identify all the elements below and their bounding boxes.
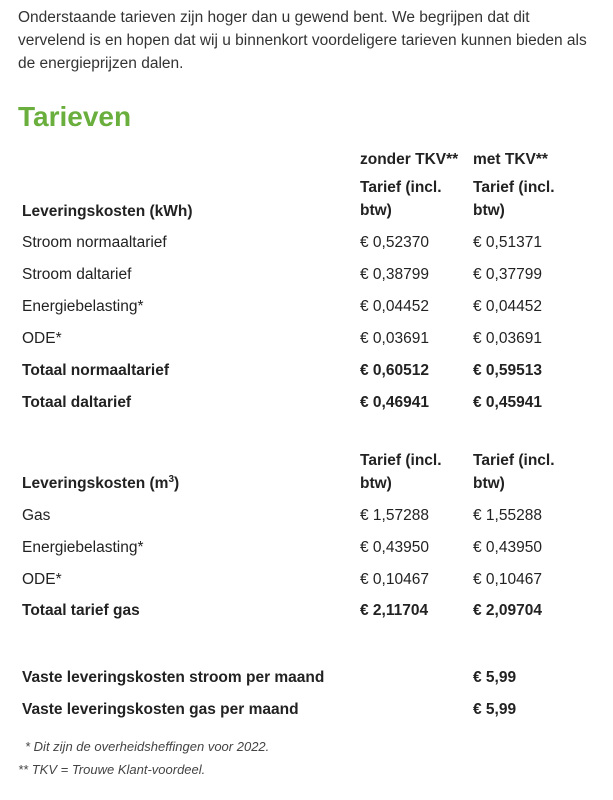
table-cell-without-tkv-total: € 0,60512 bbox=[360, 362, 429, 379]
table-row-label-total: Totaal tarief gas bbox=[22, 602, 140, 619]
fixed-cost-label: Vaste leveringskosten gas per maand bbox=[22, 701, 299, 718]
table-cell-without-tkv: € 0,03691 bbox=[360, 330, 429, 347]
table-row-label: Gas bbox=[22, 507, 51, 524]
table-row-label: Energiebelasting* bbox=[22, 298, 144, 315]
tariff-label-without-tkv: Tarief (incl. btw) bbox=[360, 179, 442, 219]
table-cell-without-tkv: € 0,38799 bbox=[360, 266, 429, 283]
column-header-with-tkv: met TKV** bbox=[473, 151, 548, 168]
table-row-label: Energiebelasting* bbox=[22, 539, 144, 556]
table-row-label-total: Totaal daltarief bbox=[22, 394, 132, 411]
table-cell-with-tkv: € 0,37799 bbox=[473, 266, 542, 283]
fixed-cost-value: € 5,99 bbox=[473, 669, 517, 686]
table-row-label: Stroom daltarief bbox=[22, 266, 132, 283]
column-header-without-tkv: zonder TKV** bbox=[360, 151, 459, 168]
table-cell-with-tkv: € 0,51371 bbox=[473, 234, 542, 251]
fixed-cost-value: € 5,99 bbox=[473, 701, 517, 718]
gas-heading-text: Leveringskosten (m bbox=[22, 475, 169, 492]
table-row-label: ODE* bbox=[22, 571, 62, 588]
table-row-label: ODE* bbox=[22, 330, 62, 347]
table-cell-with-tkv-total: € 2,09704 bbox=[473, 602, 542, 619]
electricity-section-heading: Leveringskosten (kWh) bbox=[22, 203, 193, 220]
footnote-tkv: ** TKV = Trouwe Klant-voordeel. bbox=[18, 762, 206, 777]
gas-section-heading bbox=[22, 472, 179, 495]
table-row-label: Stroom normaaltarief bbox=[22, 234, 167, 251]
table-cell-with-tkv: € 0,03691 bbox=[473, 330, 542, 347]
tariff-label-with-tkv: Tarief (incl. btw) bbox=[473, 452, 555, 492]
table-cell-without-tkv: € 1,57288 bbox=[360, 507, 429, 524]
table-cell-without-tkv: € 0,52370 bbox=[360, 234, 429, 251]
page-title: Tarieven bbox=[18, 101, 132, 132]
intro-text: Onderstaande tarieven zijn hoger dan u gewend bent. We begrijpen dat dit vervelend is en hopen dat wij u binnenkort voordeligere tarieven kunnen bieden als de energieprijzen dalen. bbox=[18, 9, 587, 72]
tariff-label-with-tkv: Tarief (incl. btw) bbox=[473, 179, 555, 219]
gas-heading-close: ) bbox=[174, 475, 180, 492]
table-cell-with-tkv: € 1,55288 bbox=[473, 507, 542, 524]
table-cell-without-tkv: € 0,43950 bbox=[360, 539, 429, 556]
table-row-label-total: Totaal normaaltarief bbox=[22, 362, 170, 379]
table-cell-with-tkv-total: € 0,45941 bbox=[473, 394, 542, 411]
table-cell-with-tkv: € 0,10467 bbox=[473, 571, 542, 588]
gas-heading-superscript: 3 bbox=[168, 473, 174, 485]
table-cell-with-tkv: € 0,04452 bbox=[473, 298, 542, 315]
footnote-levies: * Dit zijn de overheidsheffingen voor 2022. bbox=[25, 739, 270, 754]
table-cell-without-tkv: € 0,10467 bbox=[360, 571, 429, 588]
table-cell-with-tkv: € 0,43950 bbox=[473, 539, 542, 556]
table-cell-with-tkv-total: € 0,59513 bbox=[473, 362, 542, 379]
tariff-label-without-tkv: Tarief (incl. btw) bbox=[360, 452, 442, 492]
table-cell-without-tkv-total: € 2,11704 bbox=[360, 602, 429, 619]
table-cell-without-tkv-total: € 0,46941 bbox=[360, 394, 429, 411]
table-cell-without-tkv: € 0,04452 bbox=[360, 298, 429, 315]
fixed-cost-label: Vaste leveringskosten stroom per maand bbox=[22, 669, 325, 686]
